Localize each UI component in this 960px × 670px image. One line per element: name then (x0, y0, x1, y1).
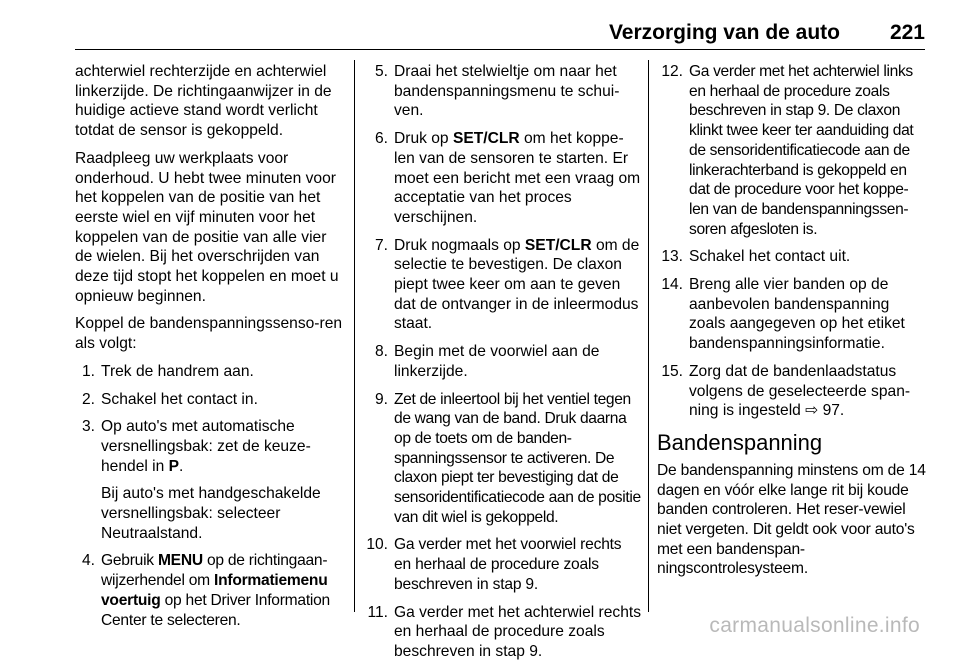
step-number: 15. (661, 362, 683, 380)
step-text: Ga verder met het voorwiel rechts en herhaal de procedure zoals beschreven in stap 9. (394, 536, 622, 593)
step-item (657, 247, 927, 267)
step-text: Schakel het contact in. (101, 390, 258, 408)
bold-term: MENU (157, 552, 203, 570)
step-item (362, 603, 642, 662)
step-number: 5. (374, 63, 388, 80)
section-paragraph: De bandenspanning minstens om de 14 dagen en vóór elke lange rit bij koude banden controleren. Het reser-vewiel niet vergeten. Dit geldt ook voor auto's met een bandenspan-ningscontrolesysteem. (657, 461, 926, 578)
step-number: 14. (661, 276, 683, 294)
bold-term: SET/CLR (452, 130, 520, 148)
step-text: Draai het stelwieltje om naar het bandenspanningsmenu te schui-ven. (394, 63, 620, 120)
step-item (75, 362, 347, 382)
page-reference-link[interactable]: 97. (818, 402, 845, 420)
step-number: 4. (81, 552, 95, 570)
step-item (75, 417, 347, 543)
step-item (657, 362, 927, 421)
step-item (75, 390, 347, 410)
page-reference-arrow-icon: ⇨ (805, 402, 819, 420)
step-number: 3. (81, 418, 95, 436)
page-number: 221 (889, 21, 925, 44)
paragraph: Koppel de bandenspanningssenso-ren als volgt: (75, 315, 343, 353)
bold-term: SET/CLR (524, 236, 592, 254)
step-text: Ga verder met het achterwiel links en herhaal de procedure zoals beschreven in stap 9. De claxon klinkt twee keer ter aanduiding dat de sensoridentificatiecode aan de linkerachterband is gekoppeld en dat de procedure voor het koppe-len van de bandenspanningssen-soren afgesloten is. (689, 63, 914, 238)
step-text: Gebruik MENU op de richtingaan-wijzerhendel om Informatiemenu voertuig op het Driver Information Center te selecteren. (101, 552, 330, 629)
step-item (362, 62, 642, 121)
column-divider-1 (354, 60, 355, 612)
step-text: Trek de handrem aan. (101, 362, 254, 380)
column-divider-2 (648, 60, 649, 612)
step-item (362, 535, 642, 594)
step-number: 11. (367, 603, 388, 621)
step-text: Breng alle vier banden op de aanbevolen bandenspanning zoals aangegeven op het etiket bandenspanningsinformatie. (689, 276, 905, 353)
step-item (362, 390, 642, 528)
step-number: 7. (374, 236, 388, 254)
running-title: Verzorging van de auto (608, 21, 840, 44)
step-item (362, 236, 642, 335)
paragraph: achterwiel rechterzijde en achterwiel linkerzijde. De richtingaanwijzer in de huidige actieve stand wordt verlicht totdat de sensor is gekoppeld. (75, 63, 332, 140)
paragraph: Raadpleeg uw werkplaats voor onderhoud. U hebt twee minuten voor het koppelen van de positie van het eerste wiel en vijf minuten voor het koppelen van de positie van alle vier de wielen. Bij het overschrijden van deze tijd stopt het koppelen en moet u opnieuw beginnen. (75, 149, 339, 305)
step-number: 2. (81, 390, 95, 408)
section-heading: Bandenspanning (657, 429, 823, 455)
step-text: Ga verder met het achterwiel rechts en herhaal de procedure zoals beschreven in stap 9. (394, 603, 642, 660)
step-number: 12. (661, 63, 683, 80)
step-text: Begin met de voorwiel aan de linkerzijde. (394, 343, 600, 380)
step-item (362, 342, 642, 381)
step-item (657, 62, 927, 239)
step-item (657, 275, 927, 354)
header-rule (75, 49, 925, 50)
step-text: Zorg dat de bandenlaadstatus volgens de geselecteerde span-ning is ingesteld ⇨ 97. (689, 362, 911, 420)
step-number: 9. (374, 390, 388, 408)
step-text: Op auto's met automatische versnellingsbak: zet de keuze-hendel in P. (101, 418, 311, 475)
step-number: 1. (81, 362, 95, 380)
step-note: Bij auto's met handgeschakelde versnellingsbak: selecteer Neutraalstand. (101, 485, 321, 542)
step-number: 10. (366, 536, 388, 554)
bold-term: Informatiemenu voertuig (101, 572, 328, 609)
column-2 (362, 62, 642, 670)
page-header (0, 0, 960, 52)
step-text: Zet de inleertool bij het ventiel tegen de wang van de band. Druk daarna op de toets om de banden-spanningssensor te activeren. De claxon piept ter bevestiging dat de sensoridentificatiecode aan de positie van dit wiel is gekoppeld. (394, 390, 641, 526)
step-item (75, 551, 347, 630)
step-number: 6. (374, 130, 388, 148)
step-number: 8. (374, 343, 388, 361)
step-number: 13. (661, 248, 683, 266)
watermark: carmanualsonline.info (709, 614, 920, 637)
step-text: Druk op SET/CLR om het koppe-len van de sensoren te starten. Er moet een bericht met een vraag om acceptatie van het proces verschijnen. (394, 130, 641, 226)
step-text: Schakel het contact uit. (689, 248, 851, 266)
step-item (362, 129, 642, 228)
step-text: Druk nogmaals op SET/CLR om de selectie te bevestigen. De claxon piept twee keer om aan te geven dat de ontvanger in de inleermodus staat. (394, 236, 640, 333)
column-1 (75, 62, 347, 638)
bold-term: P (168, 457, 180, 475)
column-3 (657, 62, 927, 587)
